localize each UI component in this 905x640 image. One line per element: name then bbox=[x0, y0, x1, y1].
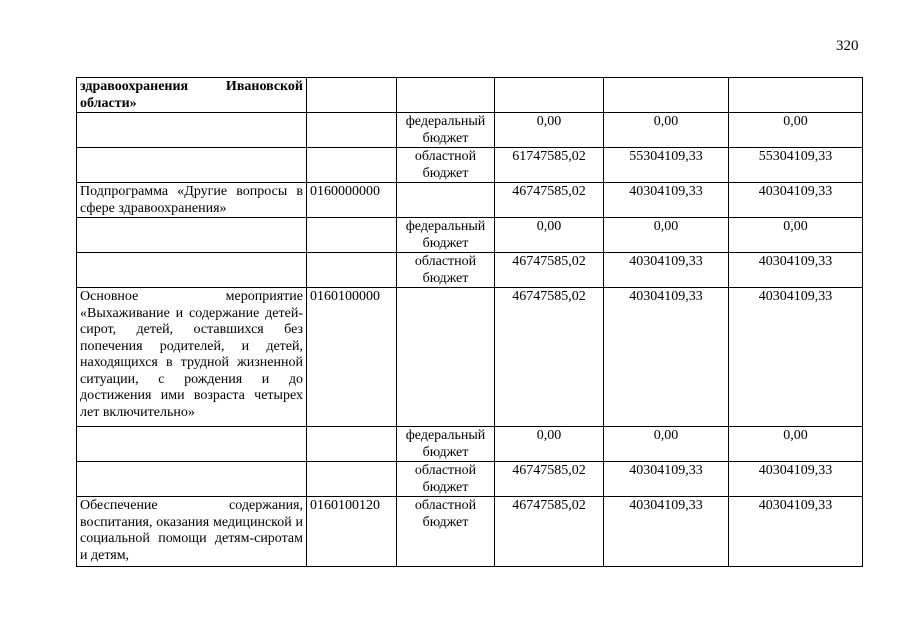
value-cell-2019: 46747585,02 bbox=[495, 497, 604, 567]
value-cell-2019 bbox=[495, 78, 604, 113]
code-cell: 0160100120 bbox=[307, 497, 397, 567]
table-row bbox=[77, 497, 863, 567]
value-cell-2020: 0,00 bbox=[604, 218, 729, 253]
value-cell-2019: 46747585,02 bbox=[495, 253, 604, 288]
source-cell: областной бюджет bbox=[397, 462, 495, 497]
source-cell: федеральный бюджет bbox=[397, 218, 495, 253]
table-row bbox=[77, 427, 863, 462]
code-cell bbox=[307, 78, 397, 113]
value-cell-2020: 55304109,33 bbox=[604, 148, 729, 183]
program-name-cell bbox=[77, 253, 307, 288]
program-name-cell: Основное мероприятие «Выхаживание и содержание детей-сирот, детей, оставшихся без попечения родителей, и детей, находящихся в трудной жизненной ситуации, с рождения и до достижения ими возраста четырех лет включительно» bbox=[77, 288, 307, 427]
program-name-cell: Подпрограмма «Другие вопросы в сфере здравоохранения» bbox=[77, 183, 307, 218]
value-cell-2021: 55304109,33 bbox=[729, 148, 863, 183]
value-cell-2021 bbox=[729, 78, 863, 113]
value-cell-2019: 0,00 bbox=[495, 218, 604, 253]
table-row bbox=[77, 462, 863, 497]
value-cell-2021: 0,00 bbox=[729, 218, 863, 253]
source-cell bbox=[397, 183, 495, 218]
value-cell-2021: 40304109,33 bbox=[729, 288, 863, 427]
source-cell bbox=[397, 288, 495, 427]
value-cell-2019: 46747585,02 bbox=[495, 462, 604, 497]
code-cell bbox=[307, 427, 397, 462]
program-name-cell bbox=[77, 462, 307, 497]
value-cell-2021: 0,00 bbox=[729, 113, 863, 148]
value-cell-2019: 0,00 bbox=[495, 113, 604, 148]
source-cell bbox=[397, 78, 495, 113]
source-cell: областной бюджет bbox=[397, 253, 495, 288]
value-cell-2020: 40304109,33 bbox=[604, 497, 729, 567]
program-name-cell bbox=[77, 113, 307, 148]
table-row bbox=[77, 253, 863, 288]
program-name-cell: Обеспечение содержания, воспитания, оказания медицинской и социальной помощи детям-сиротам и детям, bbox=[77, 497, 307, 567]
source-cell: федеральный бюджет bbox=[397, 113, 495, 148]
value-cell-2019: 46747585,02 bbox=[495, 183, 604, 218]
value-cell-2021: 40304109,33 bbox=[729, 497, 863, 567]
code-cell bbox=[307, 218, 397, 253]
code-cell bbox=[307, 462, 397, 497]
value-cell-2021: 0,00 bbox=[729, 427, 863, 462]
program-name-cell bbox=[77, 148, 307, 183]
code-cell bbox=[307, 253, 397, 288]
value-cell-2021: 40304109,33 bbox=[729, 462, 863, 497]
code-cell bbox=[307, 113, 397, 148]
program-name-cell bbox=[77, 427, 307, 462]
value-cell-2019: 0,00 bbox=[495, 427, 604, 462]
value-cell-2020: 40304109,33 bbox=[604, 253, 729, 288]
page-number: 320 bbox=[836, 38, 859, 54]
value-cell-2021: 40304109,33 bbox=[729, 183, 863, 218]
value-cell-2019: 61747585,02 bbox=[495, 148, 604, 183]
source-cell: областной бюджет bbox=[397, 148, 495, 183]
value-cell-2020 bbox=[604, 78, 729, 113]
source-cell: федеральный бюджет bbox=[397, 427, 495, 462]
table-row bbox=[77, 78, 863, 113]
value-cell-2020: 40304109,33 bbox=[604, 183, 729, 218]
program-name-cell bbox=[77, 218, 307, 253]
table-row bbox=[77, 288, 863, 427]
value-cell-2019: 46747585,02 bbox=[495, 288, 604, 427]
value-cell-2020: 40304109,33 bbox=[604, 288, 729, 427]
program-name-cell: здравоохранения Ивановской области» bbox=[77, 78, 307, 113]
table-row bbox=[77, 148, 863, 183]
table-row bbox=[77, 218, 863, 253]
table-row bbox=[77, 113, 863, 148]
code-cell bbox=[307, 148, 397, 183]
value-cell-2021: 40304109,33 bbox=[729, 253, 863, 288]
code-cell: 0160100000 bbox=[307, 288, 397, 427]
value-cell-2020: 0,00 bbox=[604, 427, 729, 462]
value-cell-2020: 0,00 bbox=[604, 113, 729, 148]
value-cell-2020: 40304109,33 bbox=[604, 462, 729, 497]
code-cell: 0160000000 bbox=[307, 183, 397, 218]
budget-table bbox=[76, 77, 863, 567]
table-row bbox=[77, 183, 863, 218]
source-cell: областной бюджет bbox=[397, 497, 495, 567]
